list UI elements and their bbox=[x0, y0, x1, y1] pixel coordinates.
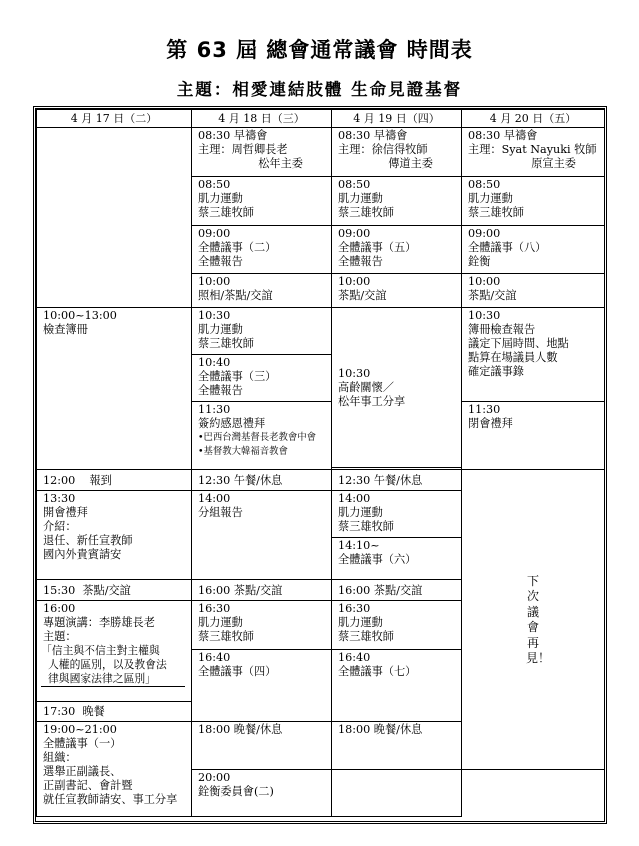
d20-fitness: 08:50 肌力運動 蔡三雄牧師 bbox=[462, 177, 605, 226]
day-header-17: 4 月 17 日（二） bbox=[37, 110, 192, 128]
d19-fitness-3: 16:30 肌力運動 蔡三雄牧師 bbox=[332, 601, 462, 650]
d19-break: 10:00 茶點/交誼 bbox=[332, 274, 462, 308]
day-header-20: 4 月 20 日（五） bbox=[462, 110, 605, 128]
d20-plenary-8: 09:00 全體議事（八） 銓衡 bbox=[462, 226, 605, 274]
d18-group-report: 14:00 分組報告 bbox=[192, 491, 332, 580]
d20-closing-worship: 11:30 閉會禮拜 bbox=[462, 402, 605, 470]
d17-dinner: 17:30 晚餐 bbox=[37, 702, 192, 722]
d19-tea: 16:00 茶點/交誼 bbox=[332, 580, 462, 601]
day-header-19: 4 月 19 日（四） bbox=[332, 110, 462, 128]
d20-break: 10:00 茶點/交誼 bbox=[462, 274, 605, 308]
d17-plenary-1: 19:00~21:00 全體議事（一） 組織： 選舉正副議長、 正副書記、會計暨 就任宣教師請安、事工分享 bbox=[37, 722, 192, 817]
d18-plenary-3: 10:40 全體議事（三） 全體報告 bbox=[192, 355, 332, 402]
d17-check-books: 10:00~13:00 檢查簿冊 bbox=[37, 308, 192, 470]
d17-tea: 15:30 茶點/交誼 bbox=[37, 580, 192, 601]
d17-morning-blank bbox=[37, 128, 192, 308]
d18-fitness: 08:50 肌力運動 蔡三雄牧師 bbox=[192, 177, 332, 226]
d19-senior-care: 10:30 高齡關懷／ 松年事工分享 bbox=[332, 308, 462, 468]
d17-keynote: 16:00 專題演講：李勝雄長老 主題： 「信主與不信主對主權與 人權的區別，以及教會法 律與國家法律之區別」 bbox=[37, 601, 192, 702]
d19-fitness-2: 14:00 肌力運動 蔡三雄牧師 bbox=[332, 491, 462, 538]
d19-fitness: 08:50 肌力運動 蔡三雄牧師 bbox=[332, 177, 462, 226]
theme-subtitle: 主題：相愛連結肢體 生命見證基督 bbox=[176, 80, 463, 99]
d18-nominating-committee: 20:00 銓衡委員會(二) bbox=[192, 770, 332, 817]
d19-morning-worship: 08:30 早禱會 主理：徐信得牧師 傳道主委 bbox=[332, 128, 462, 177]
d18-dinner: 18:00 晚餐/休息 bbox=[192, 722, 332, 770]
d18-plenary-4: 16:40 全體議事（四） bbox=[192, 650, 332, 722]
schedule-table bbox=[36, 109, 605, 817]
d18-signing-worship: 11:30 簽約感恩禮拜 •巴西台灣基督長老教會中會 •基督教大韓福音教會 bbox=[192, 402, 332, 470]
d18-plenary-2: 09:00 全體議事（二） 全體報告 bbox=[192, 226, 332, 274]
d18-lunch: 12:30 午餐/休息 bbox=[192, 470, 332, 491]
d18-morning-worship: 08:30 早禱會 主理：周哲卿長老 松年主委 bbox=[192, 128, 332, 177]
d18-tea: 16:00 茶點/交誼 bbox=[192, 580, 332, 601]
d20-farewell bbox=[462, 470, 605, 770]
d18-fitness-2: 10:30 肌力運動 蔡三雄牧師 bbox=[192, 308, 332, 355]
page-title: 第 63 屆 總會通常議會 時間表 bbox=[166, 38, 473, 62]
d18-break: 10:00 照相/茶點/交誼 bbox=[192, 274, 332, 308]
d20-morning-worship: 08:30 早禱會 主理：Syat Nayuki 牧師 原宣主委 bbox=[462, 128, 605, 177]
day-header-18: 4 月 18 日（三） bbox=[192, 110, 332, 128]
d20-reports: 10:30 簿冊檢查報告 議定下屆時間、地點 點算在場議員人數 確定議事錄 bbox=[462, 308, 605, 402]
d19-plenary-7: 16:40 全體議事（七） bbox=[332, 650, 462, 722]
d19-plenary-5: 09:00 全體議事（五） 全體報告 bbox=[332, 226, 462, 274]
keynote-topic: 「信主與不信主對主權與 人權的區別，以及教會法 律與國家法律之區別」 bbox=[41, 644, 185, 687]
d18-fitness-3: 16:30 肌力運動 蔡三雄牧師 bbox=[192, 601, 332, 650]
d17-registration: 12:00 報到 bbox=[37, 470, 192, 491]
header-row bbox=[37, 110, 605, 128]
d19-evening-blank bbox=[332, 770, 462, 817]
d17-opening-worship: 13:30 開會禮拜 介紹： 退任、新任宣教師 國內外貴賓請安 bbox=[37, 491, 192, 580]
d19-dinner: 18:00 晚餐/休息 bbox=[332, 722, 462, 770]
farewell-text: 下次議會再見！ bbox=[526, 573, 551, 665]
d19-plenary-6: 14:10~ 全體議事（六） bbox=[332, 538, 462, 580]
d19-lunch: 12:30 午餐/休息 bbox=[332, 470, 462, 491]
